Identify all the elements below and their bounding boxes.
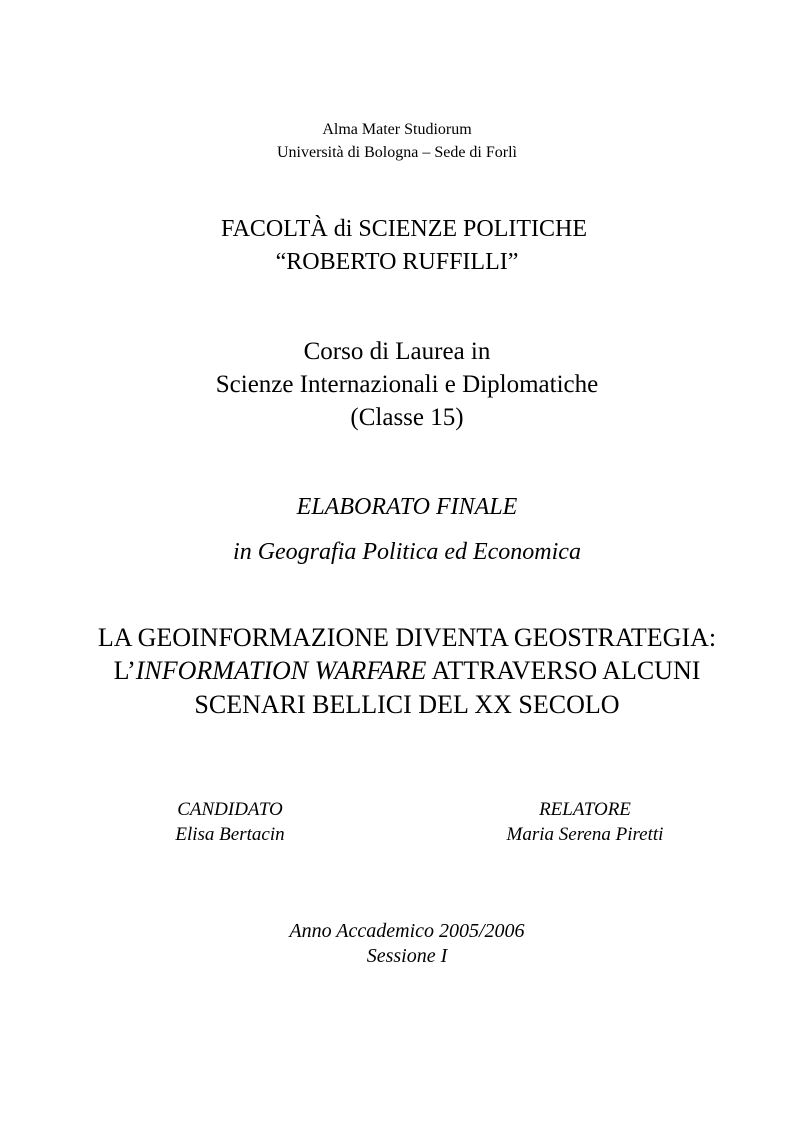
university-location: Università di Bologna – Sede di Forlì [277,144,517,161]
supervisor-label: RELATORE [539,799,631,820]
thesis-subject: in Geografia Politica ed Economica [233,539,581,565]
candidate-name: Elisa Bertacin [175,824,285,845]
course-heading: Corso di Laurea in [303,338,491,365]
course-name: Scienze Internazionali e Diplomatiche [215,371,599,398]
title-prefix: L’ [113,656,136,685]
thesis-type: ELABORATO FINALE [296,494,518,520]
candidate-label: CANDIDATO [177,799,283,820]
course-class: (Classe 15) [350,404,464,431]
university-name: Alma Mater Studiorum [322,121,472,138]
title-italic-term: INFORMATION WARFARE [135,656,427,685]
title-suffix: ATTRAVERSO ALCUNI [426,656,701,685]
academic-year: Anno Accademico 2005/2006 [289,920,525,942]
thesis-title-line1: LA GEOINFORMAZIONE DIVENTA GEOSTRATEGIA: [97,623,717,652]
academic-session: Sessione I [366,945,448,967]
thesis-title-line3: SCENARI BELLICI DEL XX SECOLO [194,690,620,719]
supervisor-name: Maria Serena Piretti [506,824,664,845]
faculty-subtitle: “ROBERTO RUFFILLI” [275,249,519,275]
faculty-name: FACOLTÀ di SCIENZE POLITICHE [221,216,587,242]
thesis-title-line2 [10,658,794,684]
